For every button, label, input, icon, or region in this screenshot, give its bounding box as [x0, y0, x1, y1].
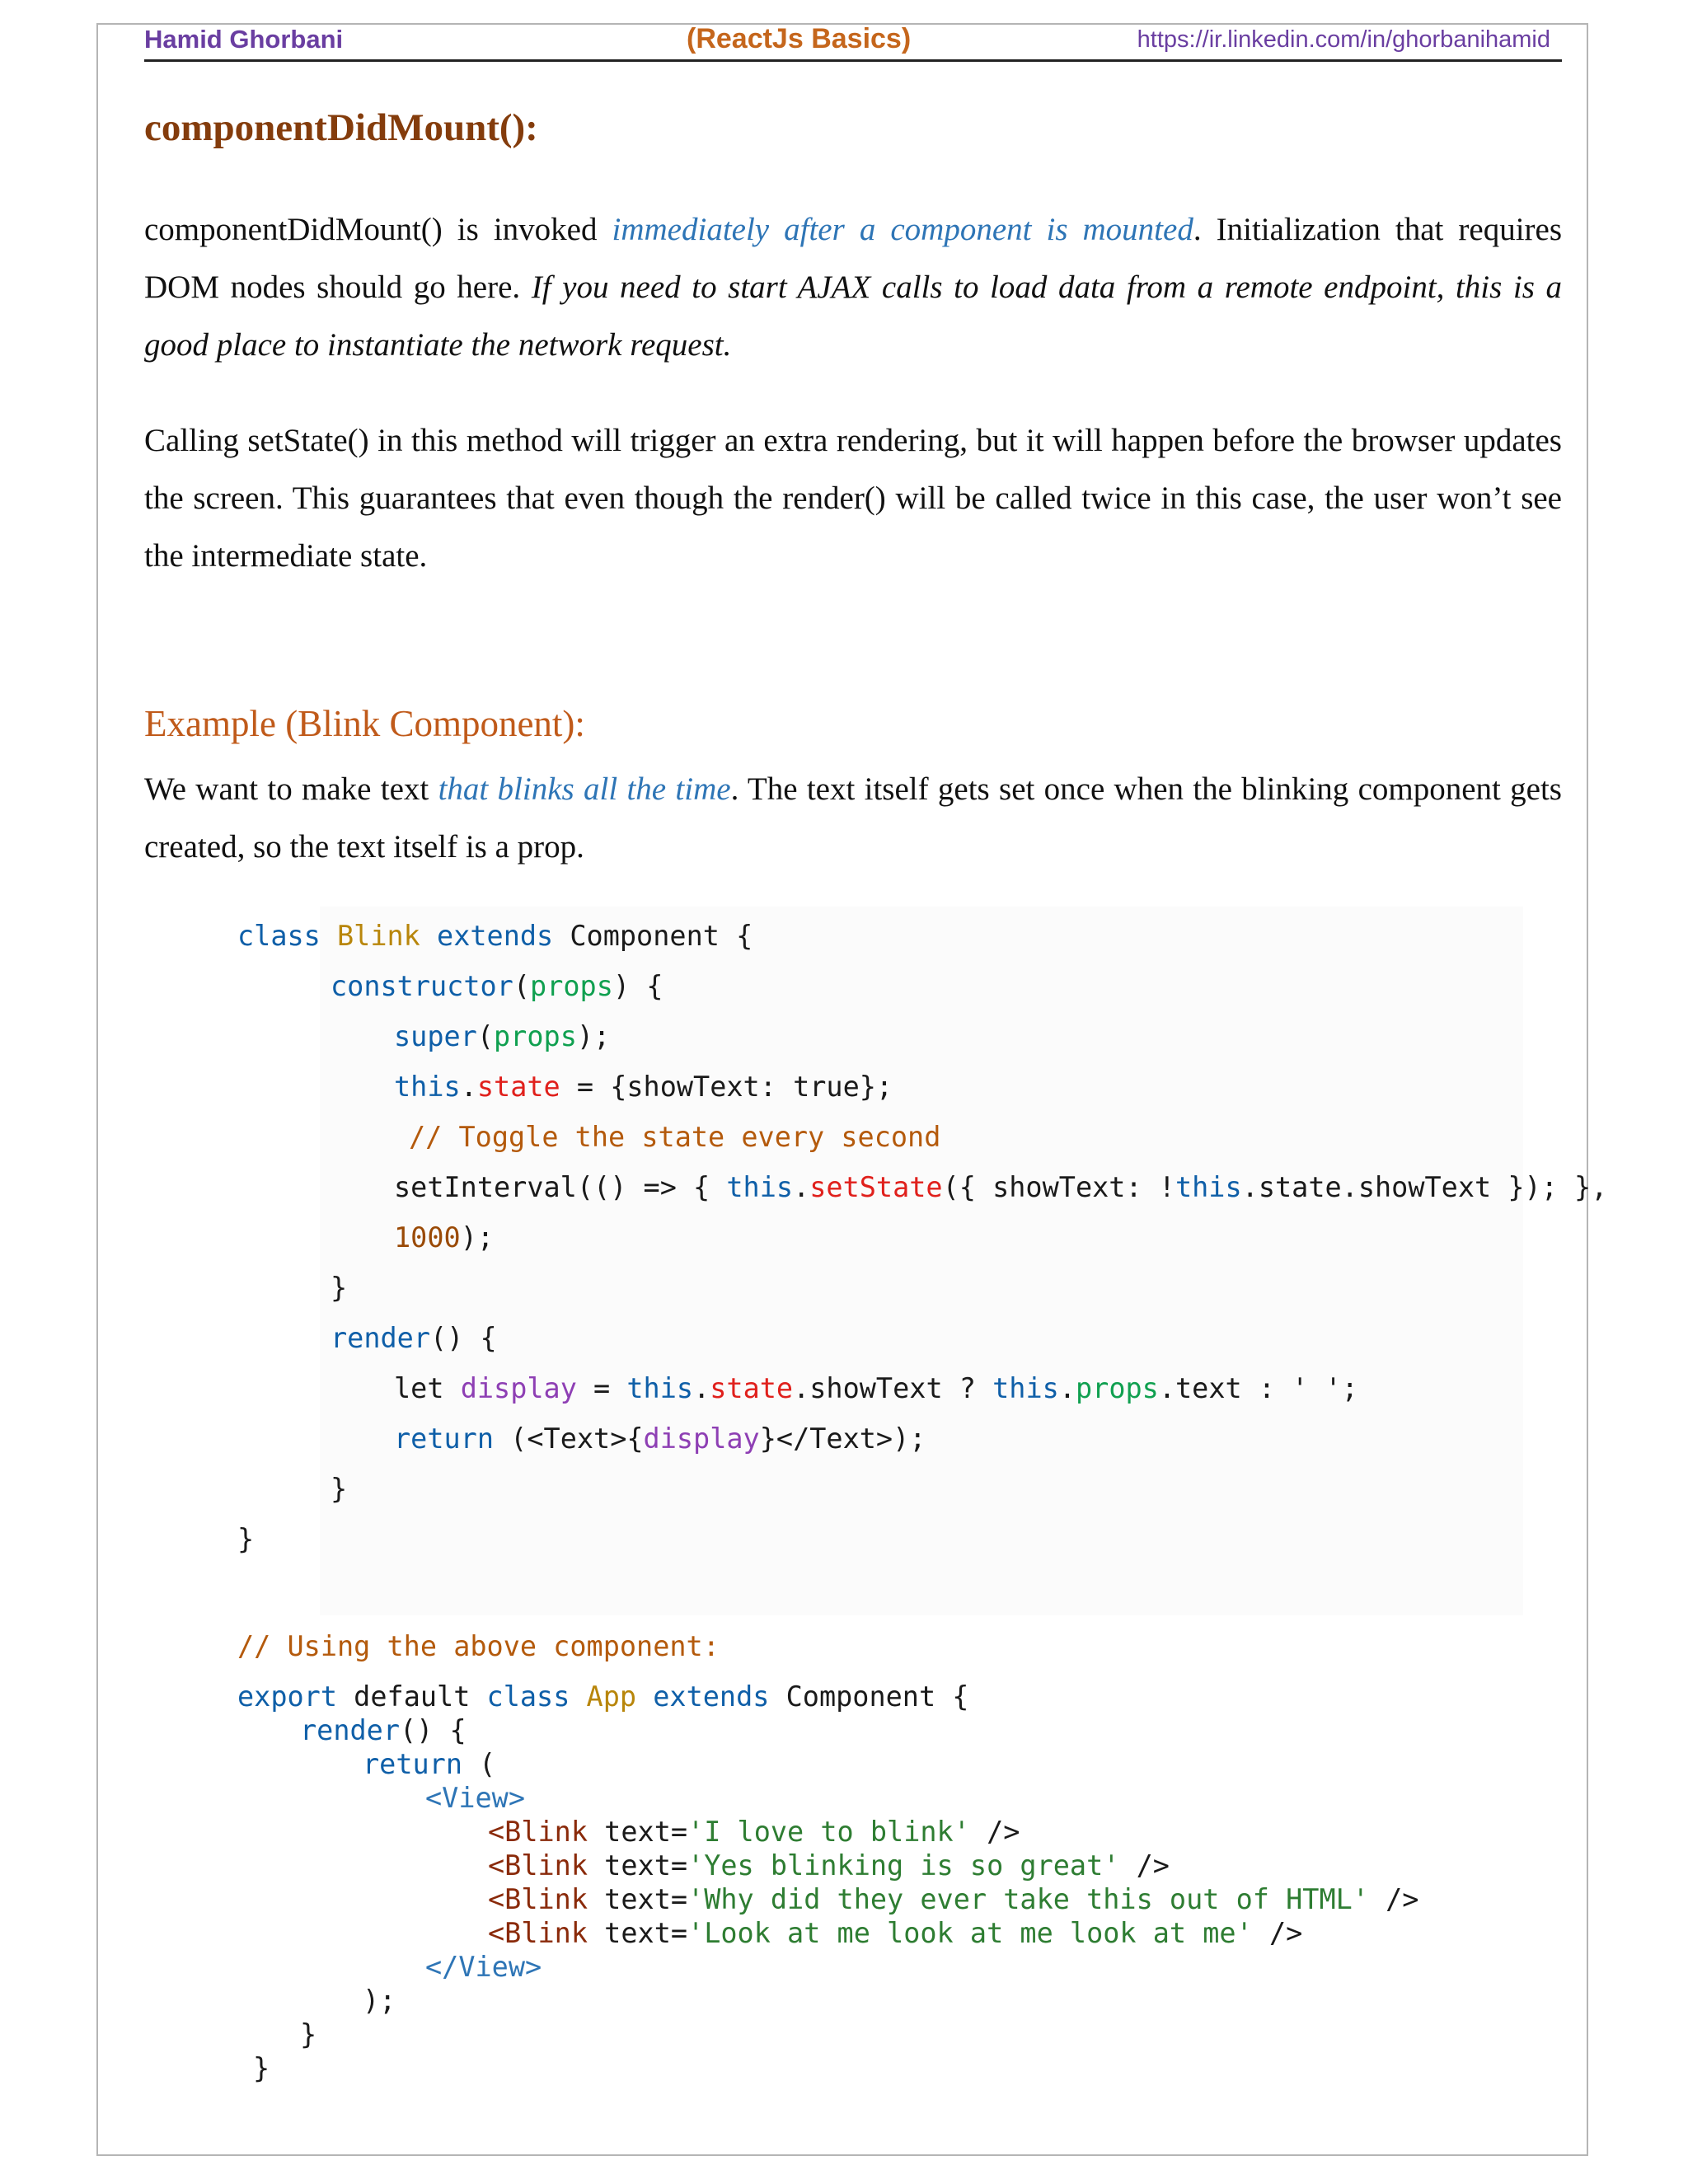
code-line: constructor(props) {: [331, 970, 663, 1002]
code-line: <Blink text='I love to blink' />: [488, 1816, 1020, 1848]
code-line: class Blink extends Component {: [237, 920, 753, 952]
code-line: }: [331, 1473, 348, 1505]
p3-text-a: We want to make text: [144, 771, 438, 807]
p1-text-a: componentDidMount() is invoked: [144, 212, 612, 247]
code-line: );: [363, 1985, 396, 2017]
paragraph-2: Calling setState() in this method will trigger an extra rendering, but it will happen before the browser updates the screen. This guarantees that even though the render() will be called twice in this case, the user won’t see the intermediate state.: [144, 423, 1562, 574]
code-line: let display = this.state.showText ? this.props.text : ' ';: [394, 1372, 1358, 1404]
code-line: }: [237, 1523, 255, 1555]
code-line: }: [331, 1272, 348, 1304]
example-title: Example (Blink Component):: [144, 703, 585, 744]
code-line: export default class App extends Component {: [237, 1680, 969, 1713]
code-line: <Blink text='Yes blinking is so great' />: [488, 1849, 1170, 1882]
code-line: }: [253, 2052, 270, 2084]
code-background: [320, 907, 1523, 1615]
code-comment: // Using the above component:: [237, 1630, 720, 1662]
p1-text-c: . Initialization that requires DOM nodes should go here.: [144, 212, 1563, 305]
p3-emphasis: that blinks all the time: [438, 771, 731, 807]
code-line: setInterval(() => { this.setState({ showText: !this.state.showText }); },: [394, 1171, 1608, 1203]
paragraph-3: [144, 761, 1562, 876]
code-line: <Blink text='Look at me look at me look at me' />: [488, 1917, 1303, 1949]
page-header: [144, 23, 1562, 62]
code-line: return (<Text>{display}</Text>);: [394, 1422, 926, 1455]
section-title: componentDidMount():: [144, 106, 538, 149]
p3-text-c: . The text itself gets set once when the blinking component gets created, so the text itself is a prop.: [144, 771, 1562, 865]
p1-emphasis: immediately after a component is mounted: [612, 212, 1193, 247]
code-line: <Blink text='Why did they ever take this out of HTML' />: [488, 1883, 1419, 1915]
p1-italic: If you need to start AJAX calls to load data from a remote endpoint, this is a good place to instantiate the network request.: [144, 269, 1562, 363]
header-url[interactable]: https://ir.linkedin.com/in/ghorbanihamid: [1137, 26, 1550, 53]
code-line: return (: [363, 1748, 496, 1780]
header-author: Hamid Ghorbani: [144, 25, 344, 54]
code-comment: // Toggle the state every second: [409, 1121, 941, 1153]
header-title: (ReactJs Basics): [687, 23, 912, 54]
paragraph-1: [144, 201, 1562, 374]
code-line: render() {: [300, 1714, 467, 1746]
code-line: }: [300, 2018, 317, 2050]
code-line: super(props);: [394, 1020, 611, 1052]
code-line: this.state = {showText: true};: [394, 1071, 893, 1103]
code-line: 1000);: [394, 1221, 495, 1254]
code-line: </View>: [425, 1951, 542, 1983]
code-line: <View>: [425, 1782, 526, 1814]
code-line: render() {: [331, 1322, 497, 1354]
